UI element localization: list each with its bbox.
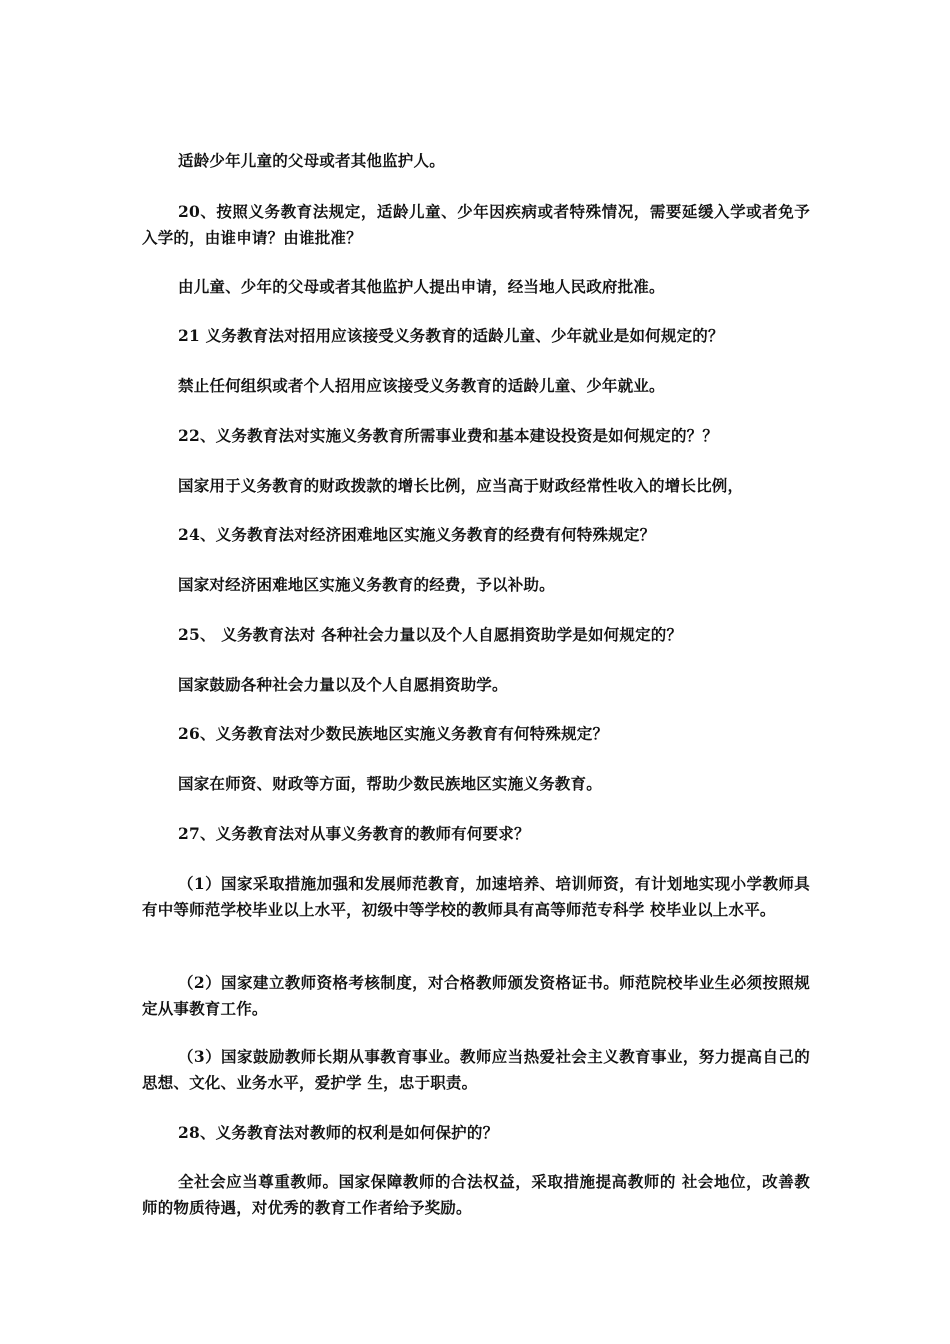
answer-27-item-3: （3）国家鼓励教师长期从事教育事业。教师应当热爱社会主义教育事业，努力提高自己的思想、文化、业务水平，爱护学 生，忠于职责。	[142, 1047, 810, 1092]
answer-24-text: 国家对经济困难地区实施义务教育的经费，予以补助。	[178, 575, 555, 594]
answer-19-text: 适龄少年儿童的父母或者其他监护人。	[178, 151, 445, 170]
answer-21-text: 禁止任何组织或者个人招用应该接受义务教育的适龄儿童、少年就业。	[178, 376, 665, 395]
answer-20-text: 由儿童、少年的父母或者其他监护人提出申请，经当地人民政府批准。	[178, 277, 665, 296]
question-25: 25、 义务教育法对 各种社会力量以及个人自愿捐资助学是如何规定的？	[178, 625, 683, 644]
question-26: 26、义务教育法对少数民族地区实施义务教育有何特殊规定？	[178, 724, 609, 743]
question-22: 22、义务教育法对实施义务教育所需事业费和基本建设投资是如何规定的？？	[178, 426, 719, 445]
question-27: 27、义务教育法对从事义务教育的教师有何要求？	[178, 824, 530, 843]
question-21: 21 义务教育法对招用应该接受义务教育的适龄儿童、少年就业是如何规定的？	[178, 326, 724, 345]
question-20: 20、按照义务教育法规定，适龄儿童、少年因疾病或者特殊情况，需要延缓入学或者免予入学的，由谁申请？由谁批准？	[142, 202, 810, 247]
answer-26-text: 国家在师资、财政等方面，帮助少数民族地区实施义务教育。	[178, 774, 602, 793]
answer-25-text: 国家鼓励各种社会力量以及个人自愿捐资助学。	[178, 675, 508, 694]
answer-28-text: 全社会应当尊重教师。国家保障教师的合法权益，采取措施提高教师的 社会地位，改善教师的物质待遇，对优秀的教育工作者给予奖励。	[142, 1172, 810, 1217]
answer-27-item-2: （2）国家建立教师资格考核制度，对合格教师颁发资格证书。师范院校毕业生必须按照规定从事教育工作。	[142, 973, 810, 1018]
answer-27-item-1: （1）国家采取措施加强和发展师范教育，加速培养、培训师资，有计划地实现小学教师具有中等师范学校毕业以上水平，初级中等学校的教师具有高等师范专科学 校毕业以上水平。	[142, 874, 810, 919]
question-28: 28、义务教育法对教师的权利是如何保护的？	[178, 1123, 499, 1142]
answer-22-text: 国家用于义务教育的财政拨款的增长比例，应当高于财政经常性收入的增长比例，	[178, 476, 744, 495]
question-24: 24、义务教育法对经济困难地区实施义务教育的经费有何特殊规定？	[178, 525, 656, 544]
